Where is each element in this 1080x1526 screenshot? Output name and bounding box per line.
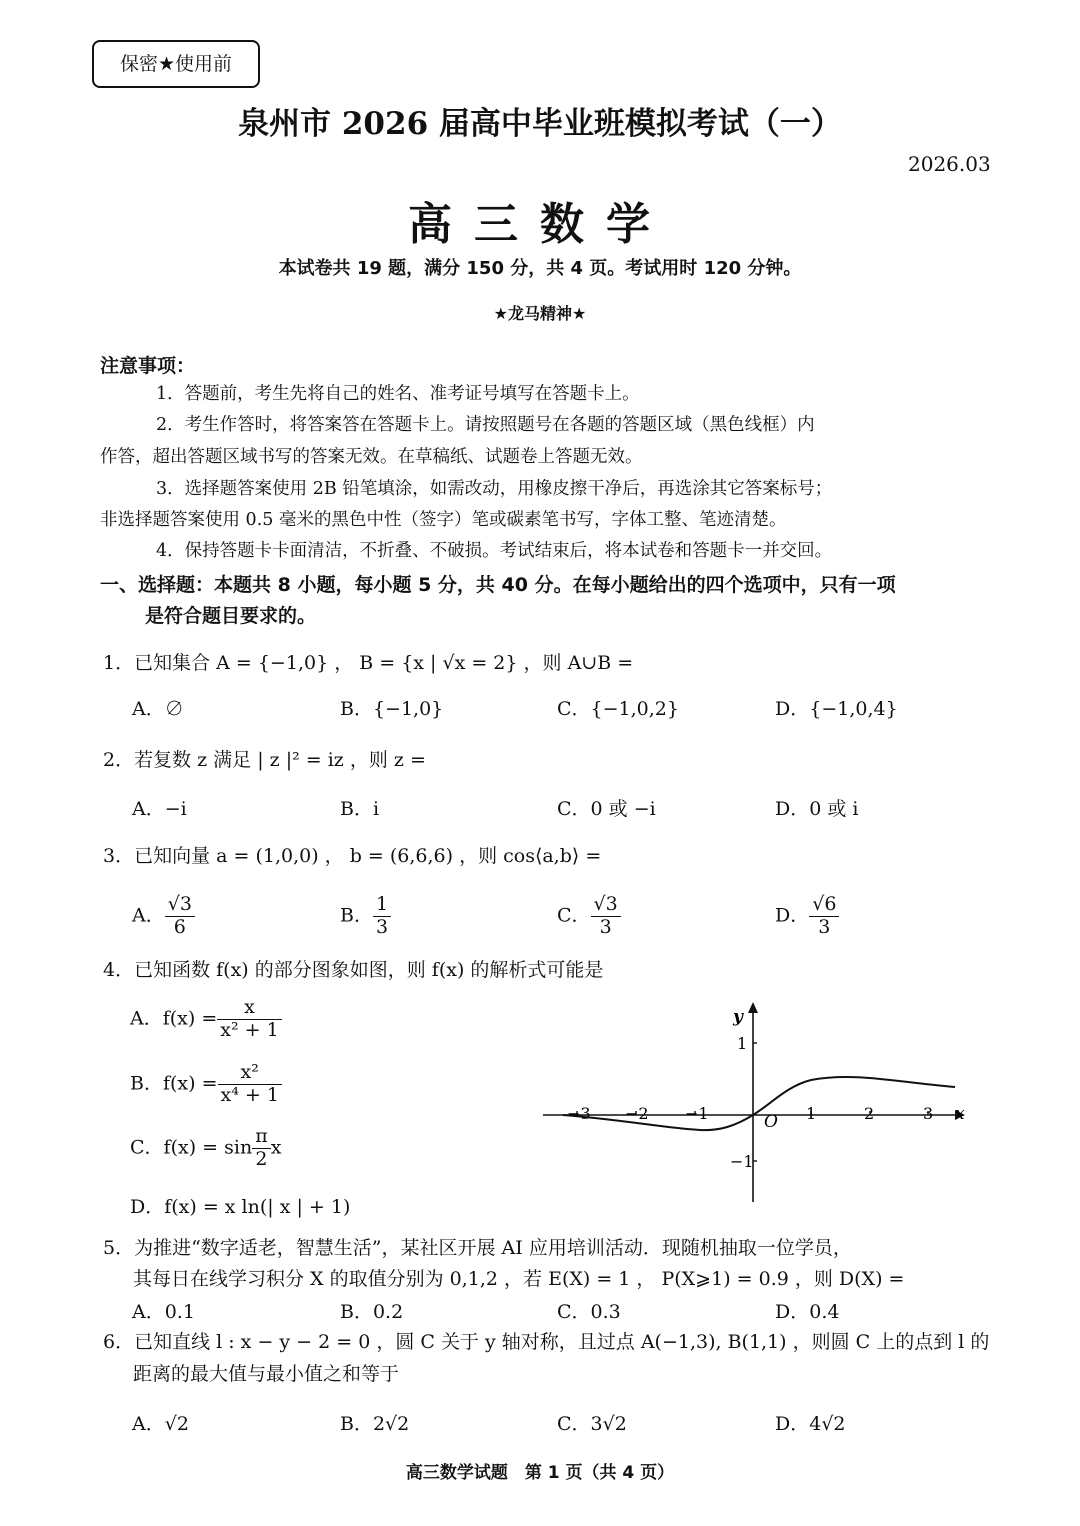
notice-item: 3．选择题答案使用 2B 铅笔填涂，如需改动，用橡皮擦干净后，再选涂其它答案标号； — [156, 479, 833, 499]
question-6-cont: 距离的最大值与最小值之和等于 — [133, 1363, 400, 1385]
notice-item: 非选择题答案使用 0.5 毫米的黑色中性（签字）笔或碳素笔书写，字体工整、笔迹清楚。 — [100, 510, 787, 530]
y-axis-arrow — [748, 1002, 758, 1013]
option-d: D．4√2 — [775, 1413, 846, 1435]
option-b: B．i — [340, 798, 380, 820]
page-footer: 高三数学试题 第 1 页（共 4 页） — [405, 1463, 675, 1483]
question-1: 1．已知集合 A = {−1,0} ， B = {x | √x = 2} ，则 A∪B = — [103, 652, 634, 674]
option-c: C．0.3 — [557, 1301, 621, 1323]
fraction: $\frac{1}{3}$ — [373, 894, 391, 939]
x-tick-label: −2 — [625, 1104, 649, 1123]
option-d: D．0 或 i — [775, 798, 859, 820]
option-d: D． $\frac{√6}{3}$ — [775, 894, 839, 939]
origin-label: O — [764, 1112, 778, 1132]
y-axis-label: y — [733, 1007, 743, 1027]
option-b: B． $\frac{1}{3}$ — [340, 894, 391, 939]
motto: ★龙马精神★ — [493, 304, 587, 323]
x-axis-label: x — [955, 1104, 965, 1124]
notice-item: 4．保持答题卡卡面清洁，不折叠、不破损。考试结束后，将本试卷和答题卡一并交回。 — [156, 541, 833, 561]
x-tick-label: 3 — [923, 1104, 934, 1123]
question-4: 4．已知函数 f(x) 的部分图象如图，则 f(x) 的解析式可能是 — [103, 959, 604, 981]
section-heading-cont: 是符合题目要求的。 — [145, 605, 317, 627]
exam-date: 2026.03 — [908, 152, 991, 176]
x-tick-label: 2 — [864, 1104, 875, 1123]
question-2: 2．若复数 z 满足 | z |² = iz ，则 z = — [103, 749, 426, 771]
x-tick-label: −3 — [567, 1104, 591, 1123]
function-graph — [535, 998, 975, 1208]
option-d: D．0.4 — [775, 1301, 840, 1323]
option-a: A．∅ — [132, 698, 184, 720]
y-tick-label: −1 — [730, 1152, 754, 1171]
exam-info: 本试卷共 19 题，满分 150 分，共 4 页。考试用时 120 分钟。 — [278, 258, 802, 279]
option-a: A．0.1 — [132, 1301, 195, 1323]
fraction: $\frac{√3}{6}$ — [165, 894, 195, 939]
option-b: B．{−1,0} — [340, 698, 444, 720]
confidential-stamp: 保密★使用前 — [92, 40, 260, 88]
option-a: A．−i — [132, 798, 187, 820]
x-tick-label: 1 — [806, 1104, 817, 1123]
y-tick-label: 1 — [737, 1034, 748, 1053]
option-a: A．f(x) = $\frac{x}{\text{x² + 1}}$ — [130, 997, 282, 1042]
x-tick-label: −1 — [685, 1104, 709, 1123]
option-d: D．f(x) = x ln(| x | + 1) — [130, 1196, 351, 1218]
notice-heading: 注意事项： — [100, 355, 196, 377]
option-c: C． $\frac{√3}{3}$ — [557, 894, 621, 939]
notice-item: 1．答题前，考生先将自己的姓名、准考证号填写在答题卡上。 — [156, 384, 640, 404]
question-6: 6．已知直线 l : x − y − 2 = 0 ，圆 C 关于 y 轴对称，且过点 A(−1,3), B(1,1) ，则圆 C 上的点到 l 的 — [103, 1331, 990, 1353]
fraction: $\frac{\text{x²}}{\text{x⁴ + 1}}$ — [218, 1062, 282, 1107]
subject-title: 高三数学 — [408, 199, 672, 250]
function-curve — [563, 1077, 955, 1130]
notice-item: 2．考生作答时，将答案答在答题卡上。请按照题号在各题的答题区域（黑色线框）内 — [156, 415, 815, 435]
fraction: $\frac{x}{\text{x² + 1}}$ — [217, 997, 281, 1042]
question-3: 3．已知向量 a = (1,0,0) ， b = (6,6,6) ，则 cos⟨a,b⟩ = — [103, 845, 602, 867]
fraction: $\frac{√3}{3}$ — [591, 894, 621, 939]
option-a: A．√2 — [132, 1413, 189, 1435]
option-c: C．3√2 — [557, 1413, 627, 1435]
option-c: C．f(x) = sin $\frac{\pi}{2}$ x — [130, 1125, 282, 1170]
option-a: A． $\frac{√3}{6}$ — [132, 894, 195, 939]
exam-title: 泉州市 2026 届高中毕业班模拟考试（一） — [238, 106, 842, 142]
option-b: B．f(x) = $\frac{\text{x²}}{\text{x⁴ + 1}}$ — [130, 1062, 282, 1107]
option-c: C．0 或 −i — [557, 798, 656, 820]
fraction: $\frac{\pi}{2}$ — [252, 1126, 271, 1171]
option-d: D．{−1,0,4} — [775, 698, 898, 720]
notice-item: 作答，超出答题区域书写的答案无效。在草稿纸、试题卷上答题无效。 — [100, 447, 643, 467]
question-5: 5．为推进“数字适老，智慧生活”，某社区开展 AI 应用培训活动．现随机抽取一位学员， — [103, 1237, 852, 1259]
option-b: B．0.2 — [340, 1301, 404, 1323]
fraction: $\frac{√6}{3}$ — [809, 894, 839, 939]
option-c: C．{−1,0,2} — [557, 698, 679, 720]
option-b: B．2√2 — [340, 1413, 410, 1435]
section-heading: 一、选择题：本题共 8 小题，每小题 5 分，共 40 分。在每小题给出的四个选项中，只有一项 — [100, 574, 896, 596]
question-5-cont: 其每日在线学习积分 X 的取值分别为 0,1,2 ，若 E(X) = 1 ， P(X⩾1) = 0.9 ，则 D(X) = — [133, 1268, 905, 1290]
